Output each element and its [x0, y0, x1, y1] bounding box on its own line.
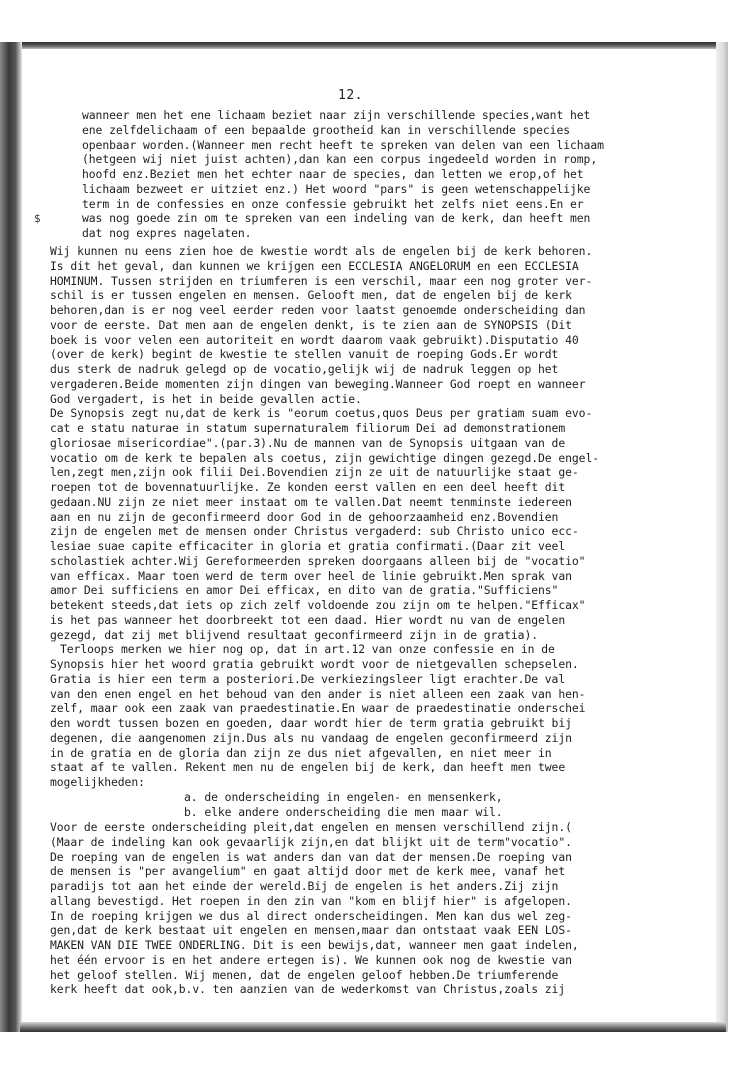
text-line: zijn de engelen met de mensen onder Christus vergaderd: sub Christo unico ecc- [50, 524, 579, 539]
text-line: Gratia is hier een term a posteriori.De verkiezingsleer ligt erachter.De val [50, 671, 566, 686]
text-line: Wij kunnen nu eens zien hoe de kwestie wordt als de engelen bij de kerk behoren. [50, 244, 593, 258]
text-line: amor Dei sufficiens en amor Dei efficax, en dito van de gratia."Sufficiens" [50, 583, 559, 598]
text-line: (Maar de indeling kan ook gevaarlijk zijn,en dat blijkt uit de term"vocatio". [50, 834, 572, 849]
text-line: vocatio om de kerk te bepalen als coetus, zijn gewichtige dingen gezegd.De engel- [50, 450, 599, 465]
text-line: degenen, die aangenomen zijn.Dus als nu vandaag de engelen geconfirmeerd zijn [50, 730, 572, 745]
text-line: voor de eerste. Dat men aan de engelen denkt, is te zien aan de SYNOPSIS (Dit [50, 317, 572, 332]
text-line: HOMINUM. Tussen strijden en triumferen is een verschil, maar een nog groter ver- [50, 273, 593, 288]
text-line: gezegd, dat zij met blijvend resultaat geconfirmeerd zijn in de gratia). [50, 627, 538, 642]
text-line: in de gratia en de gloria dan zijn ze dus niet afgevallen, en niet meer in [50, 745, 552, 760]
list-item: a. de onderscheiding in engelen- en mensenkerk, [184, 790, 503, 804]
text-line: is het pas wanneer het doorbreekt tot een daad. Hier wordt nu van de engelen [50, 612, 566, 627]
page-number: 12. [338, 88, 363, 103]
text-line: roepen tot de bovennatuurlijke. Ze konden eerst vallen en een deel heeft dit [50, 480, 566, 494]
text-line: was nog goede zin om te spreken van een indeling van de kerk, dan heeft men [82, 211, 591, 226]
text-line: het geloof stellen. Wij menen, dat de engelen geloof hebben.De triumferende [50, 967, 559, 982]
text-line: van efficax. Maar toen werd de term over heel de linie gebruikt.Men sprak van [50, 568, 572, 583]
text-line: gen,dat de kerk bestaat uit engelen en mensen,maar dan ontstaat vaak EEN LOS- [50, 923, 572, 938]
text-line: cat e statu naturae in statum supernaturalem filiorum Dei ad demonstrationem [50, 421, 566, 435]
text-line: len,zegt men,zijn ook filii Dei.Bovendien zijn ze uit de natuurlijke staat ge- [50, 465, 579, 480]
text-line: Terloops merken we hier nog op, dat in art.12 van onze confessie en in de [60, 642, 555, 657]
text-line: van den enen engel en het behoud van den ander is niet alleen een zaak van hen- [50, 686, 586, 701]
text-line: mogelijkheden: [50, 775, 145, 789]
text-line: behoren,dan is er nog veel eerder reden voor laatst genoemde onderscheiding dan [50, 303, 586, 317]
text-line: allang bevestigd. Het roepen in den zin van "kom en blijf hier" is afgelopen. [50, 893, 572, 908]
scan-edge-top [20, 42, 726, 49]
text-line: scholastiek achter.Wij Gereformeerden spreken doorgaans alleen bij de "vocatio" [50, 553, 586, 568]
text-line: Is dit het geval, dan kunnen we krijgen een ECCLESIA ANGELORUM en een ECCLESIA [50, 258, 579, 273]
text-line: (hetgeen wij niet juist achten),dan kan een corpus ingedeeld worden in romp, [82, 152, 598, 167]
text-line: MAKEN VAN DIE TWEE ONDERLING. Dit is een bewijs,dat, wanneer men gaat indelen, [50, 938, 579, 952]
enumerated-list [50, 790, 690, 820]
text-line: het één ervoor is en het andere ertegen is). We kunnen ook nog de kwestie van [50, 952, 572, 967]
text-line: ene zelfdelichaam of een bepaalde grootheid kan in verschillende species [82, 122, 570, 137]
text-line: Synopsis hier het woord gratia gebruikt wordt voor de nietgevallen schepselen. [50, 657, 579, 671]
text-line: dat nog expres nagelaten. [82, 226, 252, 240]
text-line: hoofd enz.Beziet men het echter naar de species, dan letten we erop,of het [82, 167, 584, 181]
text-line: wanneer men het ene lichaam beziet naar zijn verschillende species,want het [82, 108, 591, 122]
list-item: b. elke andere onderscheiding die men maar wil. [184, 804, 503, 819]
main-text-block-2 [50, 820, 690, 997]
text-line: schil is er tussen engelen en mensen. Gelooft men, dat de engelen bij de kerk [50, 288, 572, 303]
text-line: lesiae suae capite efficaciter in gloria et gratia confirmati.(Daar zit veel [50, 539, 566, 553]
text-line: boek is voor velen een autoriteit en wordt daarom vaak gebruikt).Disputatio 40 [50, 332, 579, 347]
text-line: kerk heeft dat ook,b.v. ten aanzien van de wederkomst van Christus,zoals zij [50, 982, 566, 997]
margin-mark: $ [34, 212, 41, 225]
text-line: gedaan.NU zijn ze niet meer instaat om te vallen.Dat neemt tenminste iedereen [50, 494, 572, 509]
text-line: De Synopsis zegt nu,dat de kerk is "eorum coetus,quos Deus per gratiam suam evo- [50, 406, 593, 421]
text-line: God vergadert, is het in beide gevallen actie. [50, 391, 362, 406]
text-line: de mensen is "per avangelium" en gaat altijd door met de kerk mee, vanaf het [50, 864, 566, 879]
text-line: zelf, maar ook een zaak van praedestinatie.En waar de praedestinatie onderschei [50, 701, 586, 716]
text-line: lichaam bezweet er uitziet enz.) Het woord "pars" is geen wetenschappelijke [82, 181, 591, 196]
text-line: betekent steeds,dat iets op zich zelf voldoende zou zijn om te helpen."Efficax" [50, 598, 586, 612]
text-line: Voor de eerste onderscheiding pleit,dat engelen en mensen verschillend zijn.( [50, 820, 572, 834]
quoted-paragraph [50, 108, 690, 241]
text-line: den wordt tussen bozen en goeden, daar wordt hier de term gratia gebruikt bij [50, 716, 572, 730]
scan-edge-bottom [20, 1022, 726, 1032]
text-line: vergaderen.Beide momenten zijn dingen van beweging.Wanneer God roept en wanneer [50, 376, 586, 391]
scan-edge-left [0, 42, 22, 1032]
text-line: term in de confessies en onze confessie gebruikt het zelfs niet eens.En er [82, 196, 584, 211]
text-line: De roeping van de engelen is wat anders dan van dat der mensen.De roeping van [50, 849, 572, 864]
text-line: openbaar worden.(Wanneer men recht heeft te spreken van delen van een lichaam [82, 137, 604, 152]
text-line: aan en nu zijn de geconfirmeerd door God in de gehoorzaamheid enz.Bovendien [50, 509, 559, 524]
scan-edge-right [716, 42, 728, 1032]
main-text-block-1 [50, 244, 690, 790]
text-line: dus sterk de nadruk gelegd op de vocatio,gelijk wij de nadruk leggen op het [50, 362, 559, 376]
text-line: In de roeping krijgen we dus al direct onderscheidingen. Men kan dus wel zeg- [50, 908, 572, 923]
text-line: staat af te vallen. Rekent men nu de engelen bij de kerk, dan heeft men twee [50, 760, 566, 775]
text-line: (over de kerk) begint de kwestie te stellen vanuit de roeping Gods.Er wordt [50, 347, 559, 362]
text-line: gloriosae misericordiae".(par.3).Nu de mannen van de Synopsis uitgaan van de [50, 435, 566, 450]
text-line: paradijs tot aan het einde der wereld.Bij de engelen is het anders.Zij zijn [50, 879, 559, 893]
